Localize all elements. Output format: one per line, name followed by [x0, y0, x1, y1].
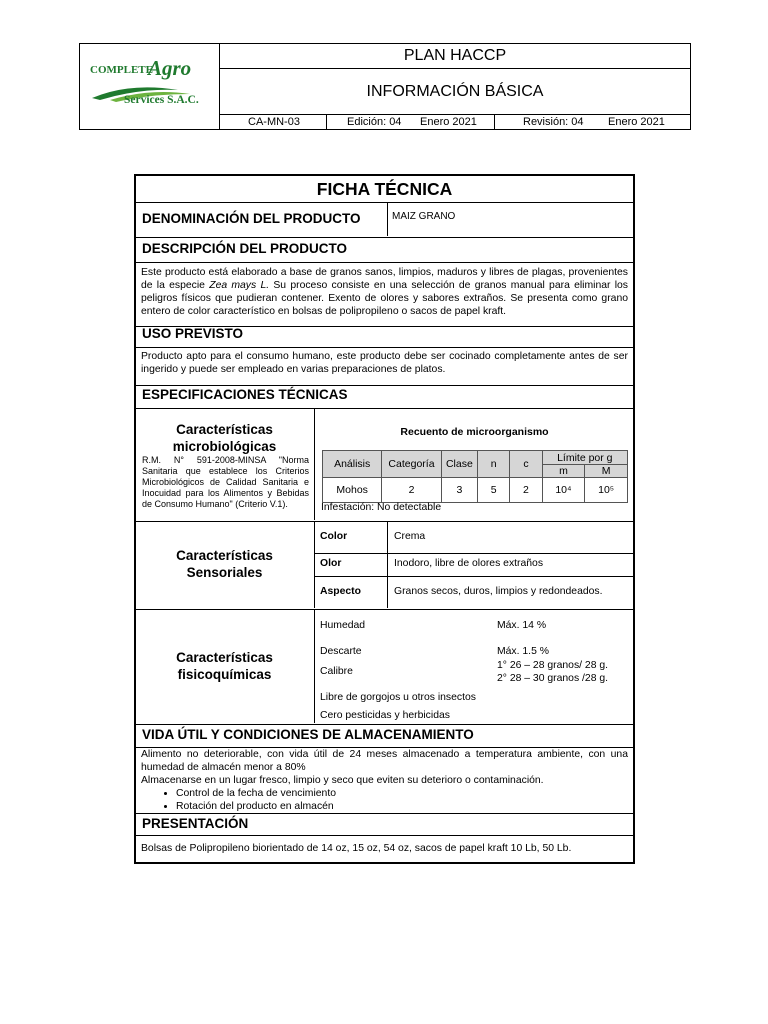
calibre-label: Calibre — [320, 666, 353, 677]
company-logo — [80, 44, 220, 129]
descarte-label: Descarte — [320, 646, 362, 657]
revision-date: Enero 2021 — [608, 116, 665, 128]
uso-label: USO PREVISTO — [136, 322, 633, 348]
descripcion-text-start: Este producto está elaborado a base de granos sanos, limpios, maduros y libres de plagas, provenientes de la especie — [141, 267, 628, 291]
header-categoria: Categoría — [382, 451, 441, 478]
logo-complete-text: COMPLETE — [90, 64, 153, 76]
humedad-label: Humedad — [320, 620, 366, 631]
header-m-upper: M — [585, 465, 628, 478]
header-analisis: Análisis — [323, 451, 382, 478]
cell-clase: 3 — [441, 478, 477, 503]
ficha-title: FICHA TÉCNICA — [136, 176, 633, 203]
plan-title: PLAN HACCP — [403, 47, 507, 64]
humedad-value: Máx. 14 % — [497, 620, 547, 631]
recuento-title: Recuento de microorganismo — [400, 426, 549, 438]
descarte-value: Máx. 1.5 % — [497, 646, 549, 657]
denominacion-row — [136, 202, 633, 238]
infestacion-text: Infestación: No detectable — [321, 502, 442, 513]
logo-services-text: Services S.A.C. — [124, 94, 199, 106]
cell-categoria: 2 — [382, 478, 441, 503]
micro-section — [136, 408, 633, 522]
species-name: Zea mays L. — [209, 280, 270, 291]
info-title: INFORMACIÓN BÁSICA — [366, 83, 544, 100]
edition-label: Edición: 04 — [347, 116, 402, 128]
header-limite: Límite por g — [542, 451, 627, 465]
list-item: • Control de la fecha de vencimiento — [176, 787, 633, 800]
descripcion-text — [136, 262, 633, 327]
header-m-lower: m — [542, 465, 585, 478]
ficha-tecnica-table — [134, 174, 635, 864]
presentacion-text: Bolsas de Polipropileno biorientado de 14 oz, 15 oz, 54 oz, sacos de papel kraft 10 Lb, 50 Lb. — [141, 843, 572, 854]
header-c: c — [510, 451, 542, 478]
revision-label: Revisión: 04 — [523, 116, 584, 128]
pesticidas-text: Cero pesticidas y herbicidas — [320, 710, 450, 721]
descripcion-text-end: Su proceso consiste en una selección de granos manual para eliminar los peligros físicos que pudieran contener. Exento de olores y sabores extraños. Se presenta como grano entero de color característico en bolsas de polipropileno o sacos de papel kraft. — [141, 280, 629, 317]
vida-list — [136, 787, 633, 813]
presentacion-label: PRESENTACIÓN — [136, 813, 633, 836]
document-code: CA-MN-03 — [248, 116, 300, 128]
cell-m-upper: 10⁵ — [585, 478, 628, 503]
sensorial-value-color: Crema — [394, 531, 426, 542]
especificaciones-label: ESPECIFICACIONES TÉCNICAS — [136, 382, 633, 409]
list-item: • Rotación del producto en almacén — [176, 800, 633, 813]
uso-text: Producto apto para el consumo humano, este producto debe ser cocinado completamente antes de ser ingerido y puede ser empleado en varias preparaciones de platos. — [136, 347, 633, 386]
gorgojos-text: Libre de gorgojos u otros insectos — [320, 692, 476, 703]
cell-n: 5 — [478, 478, 510, 503]
denominacion-value: MAIZ GRANO — [392, 211, 456, 222]
vida-section — [136, 747, 633, 814]
calibre-value-2: 2° 28 – 30 granos /28 g. — [497, 673, 609, 684]
header-clase: Clase — [441, 451, 477, 478]
sensorial-label: Características Sensoriales — [176, 548, 273, 580]
denominacion-label: DENOMINACIÓN DEL PRODUCTO — [142, 211, 361, 226]
cell-analisis: Mohos — [323, 478, 382, 503]
cell-m-lower: 10⁴ — [542, 478, 585, 503]
vida-text-1: Alimento no deteriorable, con vida útil de 24 meses almacenado a temperatura ambiente, con una humedad de almacén menor a 80% — [141, 749, 628, 773]
header-n: n — [478, 451, 510, 478]
fisico-section — [136, 609, 633, 725]
document-header — [79, 43, 691, 130]
vida-text-2: Almacenarse en un lugar fresco, limpio y seco que eviten su deterioro o contaminación. — [141, 775, 544, 786]
calibre-value-1: 1° 26 – 28 granos/ 28 g. — [497, 660, 609, 671]
micro-table — [322, 450, 628, 503]
edition-date: Enero 2021 — [420, 116, 477, 128]
sensorial-key-color: Color — [320, 531, 348, 542]
sensorial-key-aspecto: Aspecto — [320, 586, 361, 597]
sensorial-value-aspecto: Granos secos, duros, limpios y redondeados. — [394, 586, 603, 597]
micro-norma: R.M. N° 591-2008-MINSA "Norma Sanitaria que establece los Criterios Microbiológicos de Calidad Sanitaria e Inocuidad para los Alimentos y Bebidas de Consumo Humano" (Criterio V.1). — [142, 455, 309, 509]
vida-label: VIDA ÚTIL Y CONDICIONES DE ALMACENAMIENTO — [136, 724, 633, 748]
sensorial-key-olor: Olor — [320, 558, 342, 569]
fisico-label: Características fisicoquímicas — [176, 650, 273, 682]
logo-agro-text: Agro — [148, 56, 192, 80]
sensorial-section — [136, 521, 633, 610]
micro-label: Características microbiológicas — [172, 422, 277, 454]
descripcion-label: DESCRIPCIÓN DEL PRODUCTO — [136, 237, 633, 263]
sensorial-value-olor: Inodoro, libre de olores extraños — [394, 558, 544, 569]
cell-c: 2 — [510, 478, 542, 503]
